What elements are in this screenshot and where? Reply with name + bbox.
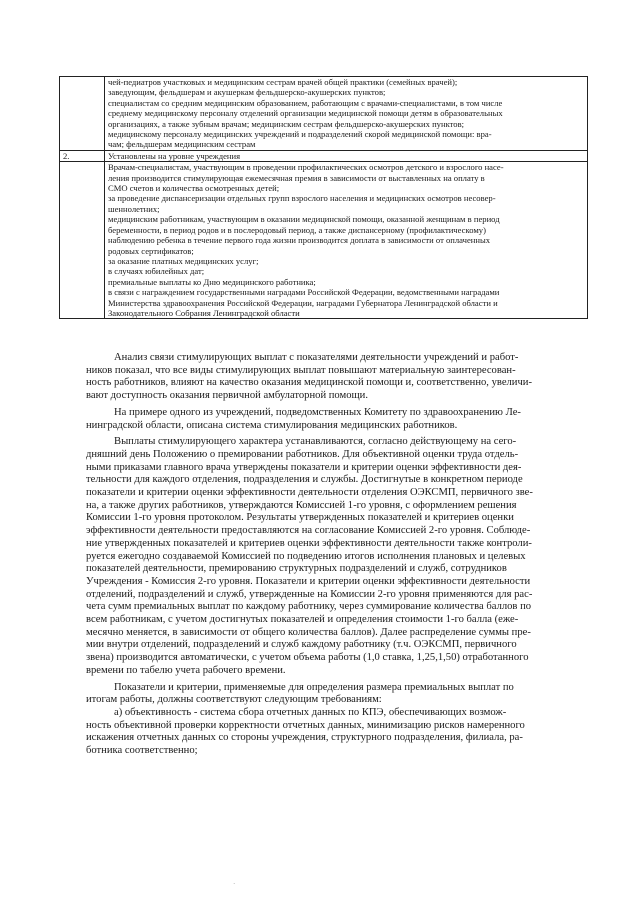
text-line: эффективности деятельности предоставляются на согласование Комиссией 2-го уровня. Соблюде-: [86, 525, 531, 537]
text-line: мии внутри отделений, подразделений и служб каждому работнику (т.ч. ОЭКСМП, первичного: [86, 639, 517, 651]
table-line: чей-педиатров участковых и медицинским сестрам врачей общей практики (семейных врачей);: [108, 77, 458, 87]
text-line: Учреждения - Комиссия 2-го уровня. Показатели и критерии оценки эффективности деятельности: [86, 575, 531, 587]
table-line: беременности, в период родов и в послеродовый период, а также диспансерному (профилактическому): [108, 224, 486, 235]
text-line: дняшний день Положению о премировании работников. Для объективной оценки труда отдель-: [86, 448, 519, 460]
table-line: ления производится стимулирующая ежемесячная премия в зависимости от выставленных на оплату в: [108, 172, 485, 183]
text-line: ность работников, влияют на качество оказания медицинской помощи и, соответственно, увеличи-: [86, 377, 532, 389]
table-line: среднему медицинскому персоналу отделений организации медицинской помощи детям в образовательных: [108, 108, 503, 119]
text-line: времени по табелю учета рабочего времени.: [86, 664, 286, 676]
text-line: отделений, подразделений и служб, утвержденные на Комиссии 2-го уровня применяются для рас-: [86, 588, 533, 600]
table-line: чам; фельдшерам медицинским сестрам: [108, 139, 256, 150]
table-row: [60, 150, 588, 161]
text-line: ными приказами главного врача утверждены показатели и критерии оценки эффективности дея-: [86, 461, 522, 473]
text-line: чета сумм премиальных выплат по каждому работнику, через суммирование количества баллов по: [86, 601, 532, 613]
text-line: тельности для каждого отделения, подразделения и службы. Достигнутые в конкретном периоде: [86, 474, 523, 486]
page-dot: ·: [233, 880, 236, 888]
text-line: вают доступность оказания первичной амбулаторной помощи.: [86, 390, 368, 402]
table-cell-num: [60, 77, 105, 151]
text-line: ние утвержденных показателей и критериев оценки эффективности деятельности также контроли-: [86, 537, 532, 549]
text-line: ников показал, что все виды стимулирующих выплат повышают материальную заинтересован-: [86, 364, 516, 376]
text-line: Показатели и критерии, применяемые для определения размера премиальных выплат по: [114, 681, 514, 693]
text-line: нинградской области, описана система стимулирования медицинских работников.: [86, 419, 458, 431]
table-cell-num: [60, 162, 105, 319]
paragraph: [86, 707, 592, 758]
table-line: организациях, а также зубным врачам; медицинским сестрам фельдшерско-акушерских пунктов;: [108, 118, 465, 129]
text-line: звена) производится автоматически, с учетом объема работы (1,0 ставка, 1,25,1,50) отработанного: [86, 652, 529, 664]
table-row: [60, 77, 588, 151]
table-line: Законодательного Собрания Ленинградской области: [108, 307, 300, 318]
text-line: руется ежегодно создаваемой Комиссией по подведению итогов исполнения плановых и целевых: [86, 550, 526, 562]
paragraph: [86, 682, 592, 707]
text-line: На примере одного из учреждений, подведомственных Комитету по здравоохранению Ле-: [114, 406, 521, 418]
text-line: Выплаты стимулирующего характера устанавливаются, согласно действующему на сего-: [114, 436, 517, 448]
paragraph: [86, 407, 592, 432]
table-line: родовых сертификатов;: [108, 245, 194, 256]
text-line: Анализ связи стимулирующих выплат с показателями деятельности учреждений и работ-: [114, 352, 519, 363]
paragraph: [86, 352, 592, 403]
table-line: в связи с награждением государственными наградами Российской Федерации, ведомственными наградами: [108, 287, 500, 298]
table-line: специалистам со средним медицинским образованием, работающим с врачами-специалистами, в том числе: [108, 97, 503, 108]
text-line: а) объективность - система сбора отчетных данных по КПЭ, обеспечивающих возмож-: [114, 706, 507, 718]
table-line: премиальные выплаты ко Дню медицинского работника;: [108, 276, 316, 287]
text-line: Комиссии 1-го уровня протоколом. Результаты утвержденных показателей и критериев оценки: [86, 512, 514, 524]
table-line: медицинским работникам, участвующим в оказании медицинской помощи, оказанной женщинам в период: [108, 214, 500, 225]
table-cell-text: [105, 77, 588, 151]
table-line: СМО счетов и количества осмотренных детей;: [108, 183, 280, 194]
text-line: показателей деятельности, премированию структурных подразделений и служб, сотрудников: [86, 563, 507, 575]
table-cell-num: 2.: [60, 150, 105, 161]
table-line: медицинскому персоналу медицинских учреждений и подразделений скорой медицинской помощи: вра-: [108, 129, 492, 140]
paragraph: [86, 436, 592, 677]
text-line: ность объективной проверки корректности отчетных данных, минимизацию рисков намеренного: [86, 719, 525, 731]
text-line: на, а также других работников, утверждаются Комиссией 1-го уровня, с оформлением решения: [86, 499, 517, 511]
bonus-table: [59, 76, 588, 319]
text-line: всем работникам, с учетом достигнутых показателей и определения стоимости 1-го балла (еже-: [86, 614, 519, 626]
body-text: [86, 352, 592, 758]
text-line: итогам работы, должны соответствуют следующим требованиям:: [86, 694, 382, 706]
text-line: месячно меняется, в зависимости от общего количества баллов). Далее распределение суммы пре-: [86, 626, 531, 638]
table-section-title: Установлены на уровне учреждения: [105, 150, 588, 161]
table-line: заведующим, фельдшерам и акушеркам фельдшерско-акушерских пунктов;: [108, 87, 386, 98]
table-line: за оказание платных медицинских услуг;: [108, 255, 259, 266]
table-line: наблюдению ребенка в течение первого года жизни производится доплата в зависимости от оплаченных: [108, 235, 491, 246]
table-line: Министерства здравоохранения Российской Федерации, наградами Губернатора Ленинградской области и: [108, 297, 498, 308]
table-line: за проведение диспансеризации отдельных групп взрослого населения и медицинских осмотров несовер-: [108, 193, 496, 204]
text-line: показатели и критерии оценки эффективности деятельности отделения ОЭКСМП, первичного зве-: [86, 487, 533, 499]
text-line: искажения отчетных данных со стороны учреждения, структурного подразделения, филиала, ра-: [86, 732, 523, 744]
table-line: шеннолетних;: [108, 203, 160, 214]
table-cell-text: [105, 162, 588, 319]
table-row: [60, 162, 588, 319]
table-line: Врачам-специалистам, участвующим в проведении профилактических осмотров детского и взрослого насе-: [108, 162, 504, 173]
text-line: ботника соответственно;: [86, 745, 198, 757]
table-line: в случаях юбилейных дат;: [108, 266, 205, 277]
